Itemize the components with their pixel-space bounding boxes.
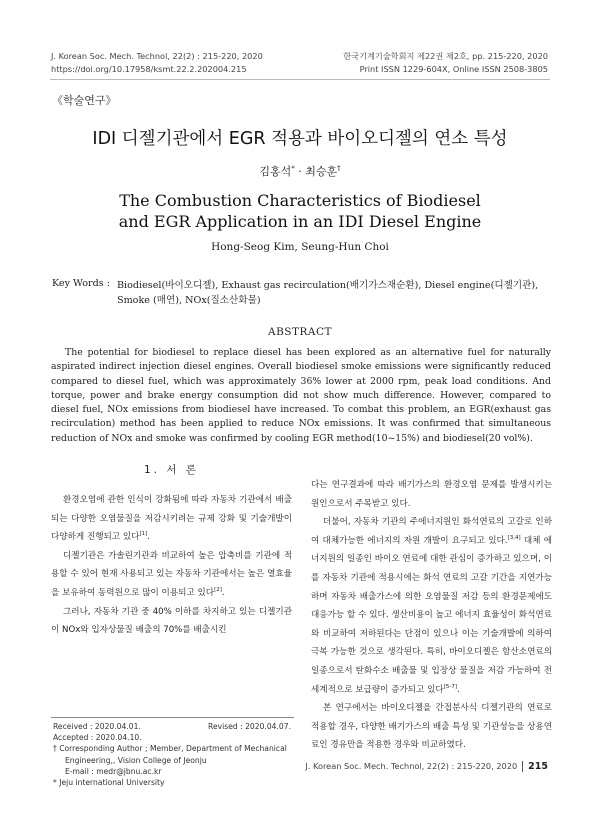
paragraph-text: 더불어, 자동차 기관의 주에너지원인 화석연료의 고갈로 인하여 대체가능한 에너지의 자원 개발이 요구되고 있다. — [311, 517, 552, 546]
paragraph — [311, 513, 552, 699]
revised-date: Revised : 2020.04.07. — [208, 722, 291, 731]
author-2-mark: † — [337, 164, 341, 173]
running-header-left — [51, 50, 263, 76]
authors-korean — [0, 163, 600, 179]
page-footer — [305, 761, 548, 772]
abstract-body: The potential for biodiesel to replace diesel has been explored as an alternative fuel for naturally aspirated indirect injection diesel engines. Overall biodiesel smoke emissions were significantly reduced compared to diesel fuel, which was approximately 36% lower at 2000 rpm, peak load conditions. And torque, power and brake energy consumption did not show much difference. However, compared to diesel fuel, NOx emissions from biodiesel have increased. To combat this problem, an EGR(exhaust gas recirculation) method has been applied to reduce NOx emissions. It was confirmed that simultaneous reduction of NOx and smoke was confirmed by cooling EGR method(10~15%) and biodiesel(20 vol%). — [51, 347, 551, 444]
paragraph-text: . — [221, 587, 225, 598]
paragraph — [311, 476, 552, 513]
authors-english: Hong-Seog Kim, Seung-Hun Choi — [211, 241, 389, 253]
paragraph-text: 대체 에너지원의 일종인 바이오 연료에 대한 관심이 증가하고 있으며, 이를 자동차 기관에 적용시에는 화석 연료의 고갈 기간을 지연가능하며 자동차 배출가스에 의한 오염물질 저감 등의 환경문제에도 대응가능 할 수 있다. 생산비용이 높고 에너지 효율성이 화석연료와 비교하여 저하된다는 단점이 있으나 이는 기술개발에 의하여 극복 가능한 것으로 생각된다. 특히, 바이오디젤은 함산소연료의 일종으로서 탄화수소 배출물 및 입장상 물질을 저감 가능하여 전 세계적으로 보급량이 증가되고 있다 — [311, 535, 552, 695]
author-email[interactable]: E-mail : medr@jbnu.ac.kr — [65, 766, 162, 776]
journal-citation: J. Korean Soc. Mech. Technol, 22(2) : 215-220, 2020 — [51, 51, 263, 61]
author-1-korean: 김홍석 — [259, 165, 292, 178]
received-date: Received : 2020.04.01. — [53, 722, 141, 731]
paragraph-text: . — [147, 532, 151, 543]
keywords-label: Key Words : — [52, 278, 110, 289]
keywords-text: Biodiesel(바이오디젤), Exhaust gas recirculation(배기가스재순환), Diesel engine(디젤기관), Smoke (매연), NOx(질소산화물) — [117, 280, 539, 306]
page-number: 215 — [528, 761, 548, 772]
title-korean: IDI 디젤기관에서 EGR 적용과 바이오디젤의 연소 특성 — [92, 129, 508, 149]
left-column — [51, 491, 292, 640]
title-english-line-1: The Combustion Characteristics of Biodiesel — [119, 191, 481, 210]
accepted-date: Accepted : 2020.04.10. — [53, 733, 142, 743]
footnote-divider — [51, 717, 294, 718]
section-heading-introduction: 1. 서 론 — [144, 464, 199, 476]
footer-journal: J. Korean Soc. Mech. Technol, 22(2) : 215-220, 2020 — [305, 761, 518, 771]
corresponding-affiliation: Engineering,, Vision College of Jeonju — [65, 755, 207, 765]
right-column — [311, 476, 552, 755]
citation-ref[interactable]: [1] — [139, 531, 148, 538]
paragraph-text: 그러나, 자동차 기관 중 40% 이하를 차지하고 있는 디젤기관이 NOx와 입자상물질 배출의 70%를 배출시킨 — [51, 606, 292, 636]
footnotes — [53, 721, 293, 788]
running-header-right — [343, 50, 548, 76]
paragraph-text: . — [457, 684, 460, 695]
author-1-mark: * — [291, 164, 295, 173]
doi-link[interactable]: https://doi.org/10.17958/ksmt.22.2.202004.215 — [51, 64, 247, 74]
received-revised-row — [53, 721, 293, 732]
corresponding-author: † Corresponding Author ; Member, Department of Mechanical — [53, 744, 287, 754]
citation-ref[interactable]: [5-7] — [443, 683, 458, 690]
paragraph — [311, 699, 552, 755]
paragraph-text: 환경오염에 관한 인식이 강화됨에 따라 자동차 기관에서 배출되는 다양한 오염물질을 저감시키려는 규제 강화 및 기술개발이 다양하게 진행되고 있다 — [51, 495, 292, 543]
citation-ref[interactable]: [3,4] — [507, 534, 521, 541]
citation-ref[interactable]: [2] — [214, 587, 222, 594]
paragraph-text: 본 연구에서는 바이오디젤을 간접분사식 디젤기관의 연료로 적용할 경우, 다양한 배기가스의 배출 특성 및 기관성능을 상용연료인 경유만을 적용한 경우와 비교하였다. — [311, 703, 552, 751]
paragraph-text: 디젤기관은 가솔린기관과 비교하여 높은 압축비를 기관에 적용할 수 있어 현재 사용되고 있는 자동차 기관에서는 높은 열효율을 보유하여 동력원으로 많이 이용되고 있다 — [51, 550, 292, 598]
article-category: 《학술연구》 — [52, 94, 117, 107]
paragraph — [51, 603, 292, 640]
abstract-heading: ABSTRACT — [267, 326, 333, 338]
journal-citation-korean: 한국기계기술학회지 제22권 제2호, pp. 215-220, 2020 — [343, 51, 548, 61]
author-2-korean: 최승훈 — [305, 165, 338, 178]
header-divider — [50, 79, 550, 80]
coauthor-affiliation: * Jeju international University — [53, 778, 165, 788]
paragraph — [51, 491, 292, 547]
title-english — [0, 190, 600, 232]
footer-separator — [522, 761, 523, 772]
title-english-line-2: and EGR Application in an IDI Diesel Engine — [118, 212, 482, 231]
issn-line: Print ISSN 1229-604X, Online ISSN 2508-3805 — [359, 64, 548, 74]
paragraph-text: 다는 연구결과에 따라 배기가스의 환경오염 문제를 발생시키는 원인으로서 주목받고 있다. — [311, 480, 552, 509]
paragraph — [51, 547, 292, 603]
author-separator: · — [294, 165, 306, 178]
